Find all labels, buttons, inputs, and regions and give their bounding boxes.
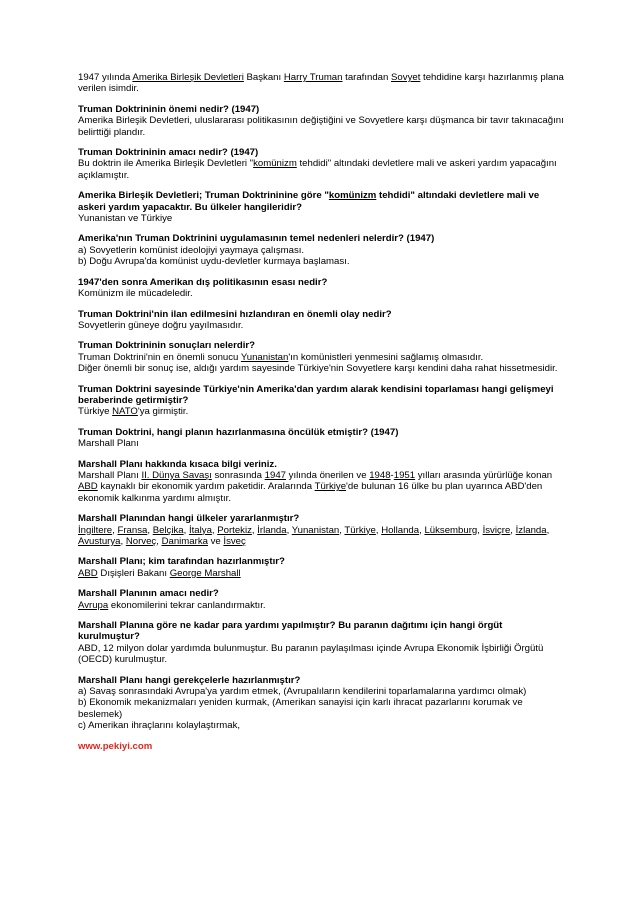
hyperlink[interactable]: Harry Truman xyxy=(283,72,343,83)
text-run: , xyxy=(156,536,162,547)
hyperlink[interactable]: Belçika xyxy=(152,524,184,536)
question-heading xyxy=(78,427,564,438)
text-run: , xyxy=(120,536,126,547)
text-run: Amerika Birleşik Devletleri, uluslararası politikasının değiştiğini ve Sovyetlere karşı düşmanca bir tavır takınacağını belirttiği plandır. xyxy=(78,115,564,138)
intro-paragraph xyxy=(78,72,564,95)
question-heading xyxy=(78,675,564,686)
hyperlink[interactable]: 1948 xyxy=(369,469,391,481)
qa-block xyxy=(78,427,564,450)
hyperlink[interactable]: İzlanda xyxy=(515,524,547,536)
text-run: Marshall Planının amacı nedir? xyxy=(78,588,219,600)
qa-block xyxy=(78,513,564,547)
hyperlink[interactable]: Norveç xyxy=(125,536,157,547)
hyperlink[interactable]: Türkiye xyxy=(314,481,347,493)
answer-line xyxy=(78,115,564,138)
answer-line xyxy=(78,720,564,731)
text-run: tarafından xyxy=(342,72,392,83)
text-run: a) Sovyetlerin komünist ideolojiyi yaymaya çalışması. xyxy=(78,244,305,256)
answer-line xyxy=(78,288,564,299)
answer-line xyxy=(78,363,564,374)
qa-list xyxy=(78,104,564,732)
hyperlink[interactable]: Hollanda xyxy=(381,524,420,536)
text-run: Truman Doktrini'nin en önemli sonucu xyxy=(78,351,241,363)
hyperlink[interactable]: Portekiz xyxy=(217,524,252,536)
qa-block xyxy=(78,309,564,332)
text-run: Yunanistan ve Türkiye xyxy=(78,213,173,225)
text-run: , xyxy=(286,524,292,536)
question-heading xyxy=(78,233,564,244)
text-run: b) Ekonomik mekanizmaları yeniden kurmak, (Amerikan sanayisi için karlı ihracat pazarlarını korumak ve beslemek) xyxy=(78,697,523,720)
text-run: , xyxy=(419,524,425,536)
answer-line xyxy=(78,245,564,256)
qa-block xyxy=(78,384,564,418)
text-run: - xyxy=(390,469,394,481)
answer-line xyxy=(78,256,564,267)
question-heading xyxy=(78,277,564,288)
qa-block xyxy=(78,147,564,181)
hyperlink[interactable]: Amerika Birleşik Devletleri xyxy=(132,72,244,83)
text-run: 1947'den sonra Amerikan dış politikasının esası nedir? xyxy=(78,276,328,288)
text-run: ABD, 12 milyon dolar yardımda bulunmuştur. Bu paranın paylaşılması içinde Avrupa Ekonomik İşbirliği Örgütü (OECD) kurulmuştur. xyxy=(78,642,544,666)
text-run: , xyxy=(211,524,218,536)
answer-line xyxy=(78,406,564,417)
text-run: Truman Doktrininin önemi nedir? (1947) xyxy=(78,103,260,115)
hyperlink[interactable]: NATO xyxy=(112,406,138,418)
text-run: , xyxy=(251,524,258,536)
qa-block xyxy=(78,620,564,666)
text-run: Bu doktrin ile Amerika Birleşik Devletleri " xyxy=(78,158,254,170)
text-run: , xyxy=(546,524,550,536)
text-run: Truman Doktrini, hangi planın hazırlanmasına öncülük etmiştir? (1947) xyxy=(78,426,399,438)
text-run: ekonomilerini tekrar canlandırmaktır. xyxy=(108,599,266,611)
text-run: 'ya girmiştir. xyxy=(137,406,189,418)
qa-block xyxy=(78,104,564,138)
qa-block xyxy=(78,588,564,611)
hyperlink[interactable]: ABD xyxy=(78,567,98,579)
text-run: yılları arasında yürürlüğe konan xyxy=(415,469,553,481)
answer-line xyxy=(78,470,564,504)
qa-block xyxy=(78,277,564,300)
question-heading xyxy=(78,513,564,524)
text-run: kaynaklı bir ekonomik yardım paketidir. Aralarında xyxy=(97,481,315,493)
hyperlink[interactable]: İtalya xyxy=(188,524,212,536)
text-run: Marshall Planına göre ne kadar para yardımı yapılmıştır? Bu paranın dağıtımı için hangi örgüt kurulmuştur? xyxy=(78,620,503,643)
text-run: Diğer önemli bir sonuç ise, aldığı yardım sayesinde Türkiye'nin Sovyetlere karşı kendini daha rahat hissetmesidir. xyxy=(78,363,558,375)
hyperlink[interactable]: komünizm xyxy=(253,158,297,170)
answer-line xyxy=(78,568,564,579)
text-run: c) Amerikan ihraçlarını kolaylaştırmak, xyxy=(78,720,241,732)
text-run: Türkiye xyxy=(78,406,113,418)
question-heading xyxy=(78,556,564,567)
qa-block xyxy=(78,459,564,505)
document-page xyxy=(78,72,564,752)
text-run: Marshall Planı hakkında kısaca bilgi veriniz. xyxy=(78,458,277,470)
answer-line xyxy=(78,697,564,720)
text-run: tehdidi" altındaki devletlere mali ve askeri yardım yapacaktır. Bu ülkeler hangileridir? xyxy=(78,190,540,213)
text-run: Komünizm ile mücadeledir. xyxy=(78,288,193,300)
text-run: Amerika Birleşik Devletleri; Truman Doktrininine göre " xyxy=(78,190,329,202)
hyperlink[interactable]: Avrupa xyxy=(78,599,109,611)
question-heading xyxy=(78,340,564,351)
text-run: 'de bulunan 16 ülke bu plan uyarınca ABD'den ekonomik kalkınma yardımı almıştır. xyxy=(78,481,543,504)
question-heading xyxy=(78,147,564,158)
text-run: Dışişleri Bakanı xyxy=(97,567,170,579)
hyperlink[interactable]: 1951 xyxy=(393,469,416,481)
text-run: ve xyxy=(207,536,224,547)
text-run: , xyxy=(375,524,382,536)
question-heading xyxy=(78,620,564,643)
text-run: tehdidine karşı hazırlanmış plana verilen isimdir. xyxy=(78,72,564,95)
answer-line xyxy=(78,686,564,697)
text-run: a) Savaş sonrasındaki Avrupa'ya yardım etmek, (Avrupalıların kendilerini toparlamalarına yardımcı olmak) xyxy=(78,686,527,698)
question-heading xyxy=(78,459,564,470)
answer-line xyxy=(78,213,564,224)
answer-line xyxy=(78,320,564,331)
answer-line xyxy=(78,352,564,363)
qa-block xyxy=(78,340,564,374)
text-run: tehdidi" altındaki devletlere mali ve askeri yardım yapacağını açıklamıştır. xyxy=(78,158,557,181)
qa-block xyxy=(78,675,564,732)
hyperlink[interactable]: Sovyet xyxy=(391,72,421,83)
hyperlink[interactable]: Türkiye xyxy=(344,524,376,536)
hyperlink[interactable]: İngiltere xyxy=(78,524,113,536)
hyperlink[interactable]: İsviçre xyxy=(482,524,511,536)
qa-block xyxy=(78,233,564,267)
website-link[interactable]: www.pekiyi.com xyxy=(78,740,153,752)
text-run: Truman Doktrini sayesinde Türkiye'nin Amerika'dan yardım alarak kendisini toparlaması hangi gelişmeyi beraberinde getirmiştir? xyxy=(78,383,554,406)
text-run: Marshall Planı hangi gerekçelerle hazırlanmıştır? xyxy=(78,674,301,686)
text-run: yılında önerilen ve xyxy=(286,469,370,481)
text-run: Truman Doktrininin amacı nedir? (1947) xyxy=(78,147,259,159)
hyperlink[interactable]: II. Dünya Savaşı xyxy=(141,469,212,481)
text-run: , xyxy=(339,524,345,536)
text-run: sonrasında xyxy=(211,469,265,481)
hyperlink[interactable]: İsveç xyxy=(223,536,246,547)
hyperlink[interactable]: komünizm xyxy=(328,190,377,202)
question-heading xyxy=(78,588,564,599)
text-run: , xyxy=(147,524,153,536)
text-run: Amerika'nın Truman Doktrinini uygulamasının temel nedenleri nelerdir? (1947) xyxy=(78,233,435,245)
text-run: , xyxy=(112,524,118,536)
hyperlink[interactable]: Avusturya xyxy=(78,536,121,547)
qa-block xyxy=(78,190,564,224)
text-run: 1947 yılında xyxy=(78,72,133,83)
question-heading xyxy=(78,384,564,407)
hyperlink[interactable]: Yunanistan xyxy=(240,351,289,363)
answer-line xyxy=(78,643,564,666)
text-run: Truman Doktrini'nin ilan edilmesini hızlandıran en önemli olay nedir? xyxy=(78,308,392,320)
text-run: Truman Doktrininin sonuçları nelerdir? xyxy=(78,340,255,352)
answer-line xyxy=(78,158,564,181)
text-run: Marshall Planı; kim tarafından hazırlanmıştır? xyxy=(78,556,285,568)
answer-line xyxy=(78,600,564,611)
hyperlink[interactable]: ABD xyxy=(78,481,98,493)
answer-line xyxy=(78,438,564,449)
hyperlink[interactable]: 1947 xyxy=(264,469,286,481)
text-run: b) Doğu Avrupa'da komünist uydu-devletler kurmaya başlaması. xyxy=(78,256,350,268)
hyperlink[interactable]: Danimarka xyxy=(161,536,208,547)
question-heading xyxy=(78,104,564,115)
text-run: Marshall Planı xyxy=(78,469,142,481)
hyperlink[interactable]: Yunanistan xyxy=(291,524,340,536)
question-heading xyxy=(78,309,564,320)
text-run: Marshall Planından hangi ülkeler yararlanmıştır? xyxy=(78,513,300,525)
hyperlink[interactable]: Lüksemburg xyxy=(424,524,478,536)
text-run: , xyxy=(510,524,516,536)
text-run: Başkanı xyxy=(243,72,284,83)
question-heading xyxy=(78,190,564,213)
text-run: Sovyetlerin güneye doğru yayılmasıdır. xyxy=(78,319,244,331)
text-run: , xyxy=(477,524,483,536)
text-run: , xyxy=(183,524,189,536)
qa-block xyxy=(78,556,564,579)
hyperlink[interactable]: Fransa xyxy=(117,524,148,536)
text-run: Marshall Planı xyxy=(78,438,139,450)
hyperlink[interactable]: George Marshall xyxy=(169,567,241,579)
text-run: 'ın komünistleri yenmesini sağlamış olmasıdır. xyxy=(288,351,484,363)
answer-line xyxy=(78,525,564,548)
hyperlink[interactable]: İrlanda xyxy=(257,524,287,536)
